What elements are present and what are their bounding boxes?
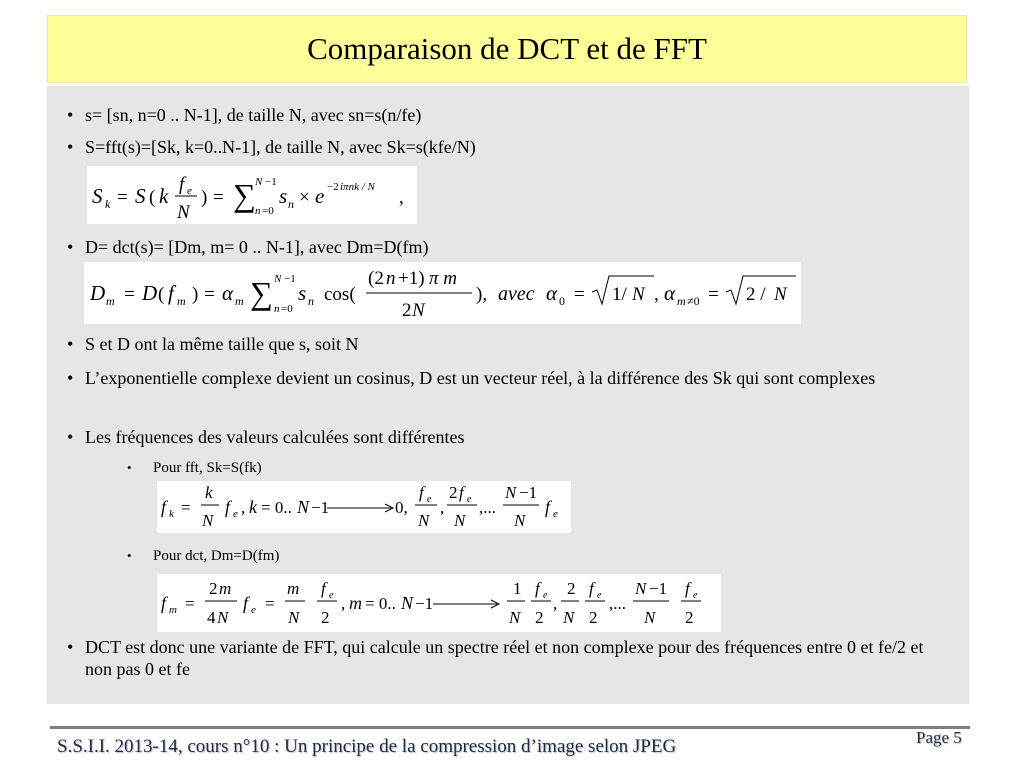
svg-text:1/: 1/ <box>612 284 627 305</box>
svg-text:2: 2 <box>321 608 330 627</box>
fft-frequency-formula <box>157 481 571 533</box>
svg-text:): ) <box>201 187 208 208</box>
svg-text:,: , <box>654 284 659 305</box>
dct-formula <box>84 262 801 324</box>
slide-title-bar <box>47 15 967 83</box>
svg-text:∑: ∑ <box>233 177 256 213</box>
svg-text:,...: ,... <box>479 498 496 517</box>
svg-text:n: n <box>255 205 261 217</box>
svg-text:−1: −1 <box>649 579 668 598</box>
svg-text:=: = <box>181 498 191 517</box>
svg-text:f: f <box>161 497 167 517</box>
svg-text:f: f <box>225 497 231 517</box>
bullet-fft-definition: • S=fft(s)=[Sk, k=0..N-1], de taille N, avec Sk=s(kfe/N) <box>59 136 949 158</box>
bullet-cosine-real: • L’exponentielle complexe devient un cosinus, D est un vecteur réel, à la différence des Sk qui sont complexes <box>59 367 949 389</box>
svg-text:2: 2 <box>209 579 218 598</box>
svg-text:S: S <box>135 184 146 208</box>
svg-text:N: N <box>274 273 282 285</box>
svg-text:α: α <box>546 281 558 305</box>
footer-course-label: S.S.I.I. 2013-14, cours n°10 : Un principe de la compression d’image selon JPEG <box>57 736 677 757</box>
svg-text:2: 2 <box>402 300 412 321</box>
svg-text:(: ( <box>158 284 165 305</box>
svg-text:N: N <box>202 511 214 530</box>
svg-text:=: = <box>204 284 215 305</box>
svg-text:e: e <box>233 508 238 520</box>
svg-text:avec: avec <box>498 283 535 305</box>
svg-text:f: f <box>161 593 167 613</box>
svg-text:=0: =0 <box>281 303 293 315</box>
svg-text:= 0..: = 0.. <box>365 594 396 613</box>
svg-text:−1: −1 <box>519 483 538 502</box>
svg-text:N: N <box>297 497 310 517</box>
svg-text:): ) <box>192 284 199 305</box>
svg-text:k: k <box>159 184 169 208</box>
svg-text:m: m <box>349 593 362 613</box>
svg-text:N: N <box>632 284 645 305</box>
svg-text:N: N <box>177 202 190 223</box>
svg-text:2: 2 <box>685 608 694 627</box>
svg-text:,: , <box>341 594 346 613</box>
svg-text:=: = <box>185 594 195 613</box>
svg-text:+1): +1) <box>398 268 425 289</box>
svg-text:α: α <box>664 281 676 305</box>
svg-text:m: m <box>177 294 186 308</box>
svg-text:N: N <box>454 511 466 530</box>
svg-text:N: N <box>217 608 229 627</box>
svg-text:f: f <box>545 497 551 517</box>
svg-text:k: k <box>205 483 213 502</box>
svg-text:f: f <box>321 579 326 598</box>
dct-frequency-formula <box>157 574 721 632</box>
svg-text:k: k <box>105 197 111 211</box>
svg-text:,: , <box>553 594 558 613</box>
svg-text:iπnk / N: iπnk / N <box>340 181 375 193</box>
bullet-same-size: • S et D ont la même taille que s, soit N <box>59 333 949 355</box>
svg-text:e: e <box>467 494 472 505</box>
svg-text:,...: ,... <box>609 594 626 613</box>
svg-text:e: e <box>693 590 698 601</box>
svg-text:2: 2 <box>449 483 458 502</box>
svg-text:e: e <box>553 508 558 520</box>
svg-text:n: n <box>386 268 396 289</box>
svg-text:f: f <box>459 483 464 502</box>
svg-text:N: N <box>514 511 526 530</box>
svg-text:=: = <box>265 594 275 613</box>
svg-text:π m: π m <box>429 268 457 289</box>
subbullet-dct-frequencies: • Pour dct, Dm=D(fm) <box>127 546 279 566</box>
svg-text:N: N <box>563 608 575 627</box>
svg-text:−2: −2 <box>327 181 339 193</box>
svg-text:m: m <box>677 294 686 308</box>
svg-text:,: , <box>440 498 445 517</box>
svg-text:n: n <box>274 303 280 315</box>
svg-text:),: ), <box>476 284 488 305</box>
svg-text:(: ( <box>149 187 156 208</box>
fft-formula <box>87 166 417 224</box>
slide-title: Comparaison de DCT et de FFT <box>307 31 707 66</box>
page-number: Page 5 <box>916 728 962 747</box>
svg-text:=: = <box>708 284 719 305</box>
svg-text:−1: −1 <box>415 594 434 613</box>
svg-text:−1: −1 <box>284 273 296 285</box>
svg-text:=: = <box>117 187 128 208</box>
svg-text:0,: 0, <box>395 498 408 517</box>
svg-text:f: f <box>179 174 185 195</box>
svg-text:4: 4 <box>207 608 216 627</box>
svg-text:N: N <box>774 284 787 305</box>
svg-text:∑: ∑ <box>250 275 273 311</box>
svg-text:N: N <box>401 593 414 613</box>
svg-text:e: e <box>329 590 334 601</box>
svg-text:m: m <box>106 294 115 308</box>
svg-text:N: N <box>288 608 300 627</box>
svg-text:N: N <box>418 511 430 530</box>
svg-text:e: e <box>597 590 602 601</box>
bullet-dct-conclusion: • DCT est donc une variante de FFT, qui calcule un spectre réel et non complexe pour des fréquences entre 0 et fe/2 et non pas 0 et fe <box>59 636 949 680</box>
svg-text:N: N <box>509 608 521 627</box>
svg-text:2: 2 <box>535 608 544 627</box>
svg-text:k: k <box>249 497 257 517</box>
svg-text:cos(: cos( <box>324 284 356 305</box>
svg-text:n: n <box>308 294 314 308</box>
svg-text:−1: −1 <box>311 498 330 517</box>
svg-text:e: e <box>315 184 325 208</box>
svg-text:D: D <box>142 281 158 305</box>
svg-text:(2: (2 <box>368 268 384 289</box>
svg-text:2 /: 2 / <box>746 284 766 305</box>
svg-text:m: m <box>219 579 232 598</box>
footer-divider <box>50 726 970 729</box>
svg-text:m: m <box>235 294 244 308</box>
svg-text:=: = <box>574 284 585 305</box>
svg-text:m: m <box>169 604 177 616</box>
bullet-frequencies-differ: • Les fréquences des valeurs calculées sont différentes <box>59 426 949 448</box>
svg-text:= 0..: = 0.. <box>261 498 292 517</box>
svg-text:f: f <box>243 593 249 613</box>
svg-text:=: = <box>124 284 135 305</box>
svg-text:e: e <box>427 494 432 505</box>
svg-text:N: N <box>644 608 656 627</box>
svg-text:×: × <box>299 187 310 208</box>
svg-text:n: n <box>288 197 294 211</box>
svg-text:S: S <box>92 184 103 208</box>
subbullet-fft-frequencies: • Pour fft, Sk=S(fk) <box>127 458 262 478</box>
svg-text:≠0: ≠0 <box>687 294 700 308</box>
svg-text:e: e <box>251 604 256 616</box>
svg-text:m: m <box>287 579 300 598</box>
svg-text:N: N <box>505 483 517 502</box>
svg-text:N: N <box>412 300 425 321</box>
svg-text:f: f <box>685 579 690 598</box>
svg-text:=0: =0 <box>262 205 274 217</box>
svg-text:2: 2 <box>589 608 598 627</box>
svg-text:e: e <box>543 590 548 601</box>
svg-text:2: 2 <box>567 579 576 598</box>
svg-text:k: k <box>169 508 174 520</box>
svg-text:,: , <box>399 187 404 208</box>
svg-text:s: s <box>279 184 288 208</box>
svg-text:0: 0 <box>559 294 565 308</box>
svg-text:1: 1 <box>513 579 522 598</box>
slide-content <box>47 86 969 704</box>
svg-text:N: N <box>635 579 647 598</box>
svg-text:f: f <box>419 483 424 502</box>
svg-text:D: D <box>90 281 106 305</box>
svg-text:,: , <box>241 498 246 517</box>
svg-text:f: f <box>535 579 540 598</box>
svg-text:f: f <box>168 281 174 305</box>
bullet-dct-definition: • D= dct(s)= [Dm, m= 0 .. N-1], avec Dm=D(fm) <box>59 236 949 258</box>
svg-text:α: α <box>222 281 234 305</box>
svg-text:−1: −1 <box>265 176 277 188</box>
svg-text:N: N <box>255 176 263 188</box>
svg-text:e: e <box>187 185 192 197</box>
svg-text:f: f <box>589 579 594 598</box>
svg-text:s: s <box>298 281 307 305</box>
bullet-signal-definition: • s= [sn, n=0 .. N-1], de taille N, avec sn=s(n/fe) <box>59 104 949 126</box>
svg-text:=: = <box>213 187 224 208</box>
